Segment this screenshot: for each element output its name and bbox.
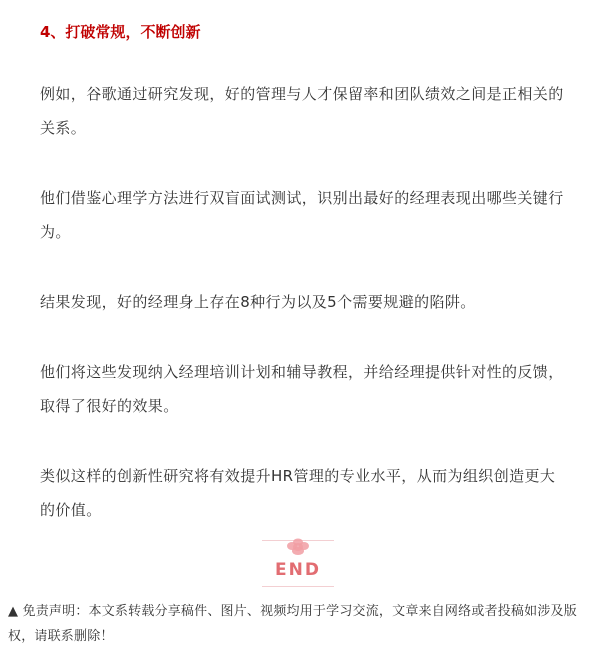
paragraph: 类似这样的创新性研究将有效提升HR管理的专业水平，从而为组织创造更大的价值。: [40, 467, 556, 519]
flower-icon: [287, 538, 309, 556]
flower-petal: [293, 539, 303, 546]
paragraph: 结果发现，好的经理身上存在8种行为以及5个需要规避的陷阱。: [40, 293, 476, 311]
end-mark: [262, 538, 334, 588]
section-heading: 4、打破常规，不断创新: [40, 23, 201, 41]
flower-petal: [292, 547, 304, 555]
paragraph: 例如，谷歌通过研究发现，好的管理与人才保留率和团队绩效之间是正相关的关系。: [40, 85, 564, 137]
end-divider-bottom: [262, 586, 334, 587]
disclaimer: ▲ 免责声明：本文系转载分享稿件、图片、视频均用于学习交流，文章来自网络或者投稿如涉及版权，请联系删除！: [8, 604, 577, 644]
end-label: END: [275, 560, 321, 580]
paragraph: 他们将这些发现纳入经理培训计划和辅导教程，并给经理提供针对性的反馈，取得了很好的效果。: [40, 363, 564, 415]
paragraph: 他们借鉴心理学方法进行双盲面试测试，识别出最好的经理表现出哪些关键行为。: [40, 189, 564, 241]
